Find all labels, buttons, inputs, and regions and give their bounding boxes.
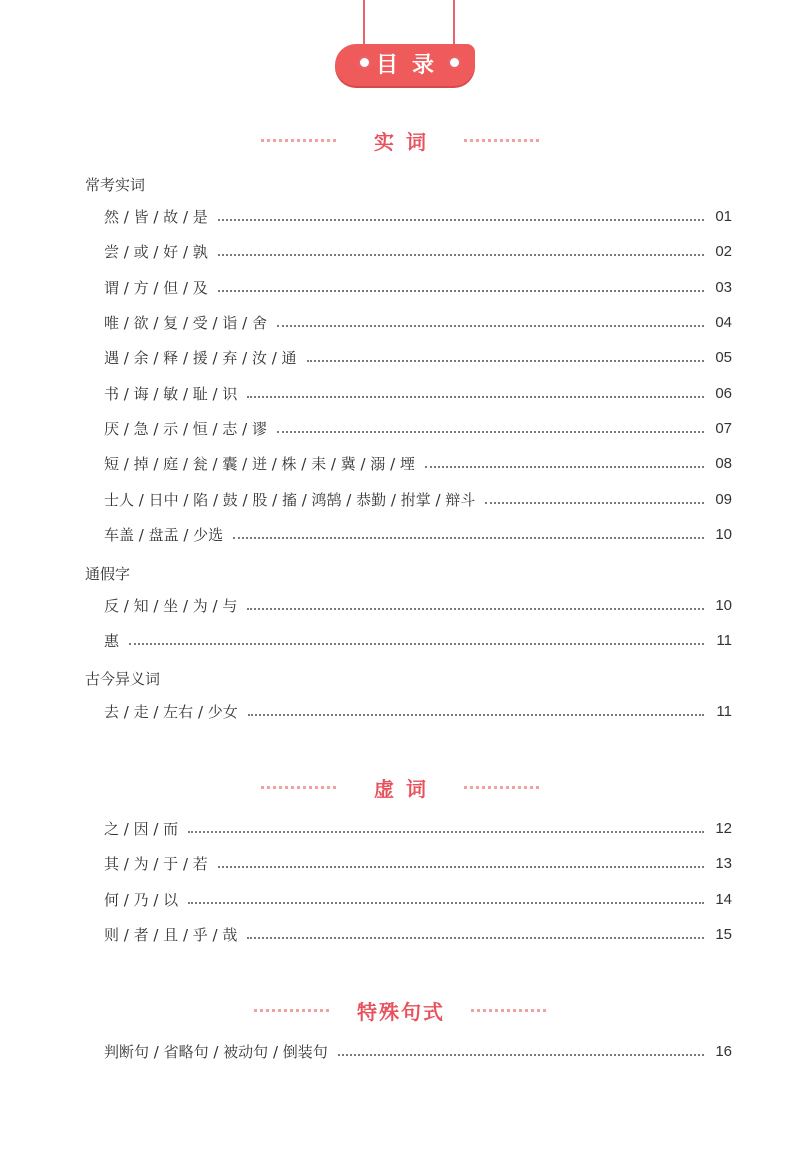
entry-text: 反 / 知 / 坐 / 为 / 与 [104, 596, 238, 615]
dot-leader [247, 396, 704, 398]
toc-entry[interactable] [104, 523, 732, 545]
toc-entry[interactable] [104, 417, 732, 439]
dot-leader [218, 290, 704, 292]
entry-text: 何 / 乃 / 以 [104, 890, 179, 909]
section-header-teshujushi [0, 995, 800, 1025]
page-number: 09 [715, 490, 732, 508]
page-number: 10 [715, 596, 732, 614]
dot-leader [425, 466, 704, 468]
toc-title-banner [335, 44, 475, 86]
dot-leader [233, 537, 704, 539]
section-header-xuci [0, 772, 800, 802]
entry-text: 惠 [104, 631, 120, 650]
page-title: 目录 [375, 53, 448, 78]
dot-leader [248, 714, 704, 716]
dot-leader [188, 831, 704, 833]
page-number: 15 [715, 925, 732, 943]
toc-entry[interactable] [104, 346, 732, 368]
section-title: 特殊句式 [357, 999, 445, 1024]
section-title: 实词 [374, 129, 438, 154]
dot-leader [338, 1054, 704, 1056]
page-number: 13 [715, 854, 732, 872]
dotted-decoration-right [464, 786, 539, 789]
entry-text: 之 / 因 / 而 [104, 819, 179, 838]
dot-leader [129, 643, 704, 645]
toc-entry[interactable] [104, 452, 732, 474]
entry-text: 遇 / 余 / 释 / 援 / 弃 / 汝 / 通 [104, 348, 297, 367]
dotted-decoration-right [471, 1009, 546, 1012]
dot-leader [188, 902, 704, 904]
dot-leader [218, 866, 704, 868]
page-number: 06 [715, 384, 732, 402]
section-header-shici [0, 125, 800, 155]
toc-entry[interactable] [104, 700, 732, 722]
toc-entry[interactable] [104, 205, 732, 227]
toc-entry[interactable] [104, 629, 732, 651]
entry-text: 其 / 为 / 于 / 若 [104, 854, 208, 873]
entry-text: 然 / 皆 / 故 / 是 [104, 207, 208, 226]
entry-text: 谓 / 方 / 但 / 及 [104, 278, 208, 297]
page-number: 07 [715, 419, 732, 437]
entry-text: 唯 / 欲 / 复 / 受 / 诣 / 舍 [104, 313, 267, 332]
dot-leader [218, 219, 704, 221]
toc-entry[interactable] [104, 888, 732, 910]
toc-entry[interactable] [104, 594, 732, 616]
page-number: 03 [715, 278, 732, 296]
section-title: 虚词 [374, 776, 438, 801]
dot-leader [247, 608, 704, 610]
page-number: 16 [715, 1042, 732, 1060]
page-number: 11 [716, 702, 732, 720]
entry-text: 士人 / 日中 / 陷 / 鼓 / 股 / 搐 / 鸿鹄 / 恭勤 / 拊掌 / 辩斗 [104, 490, 476, 509]
toc-entry[interactable] [104, 817, 732, 839]
category-title: 常考实词 [85, 176, 146, 194]
page-number: 05 [715, 348, 732, 366]
dot-leader [277, 325, 704, 327]
toc-entry[interactable] [104, 923, 732, 945]
dotted-decoration-left [261, 139, 336, 142]
entry-text: 厌 / 急 / 示 / 恒 / 志 / 谬 [104, 419, 267, 438]
page-number: 02 [715, 242, 732, 260]
dot-leader [218, 254, 704, 256]
entry-text: 判断句 / 省略句 / 被动句 / 倒装句 [104, 1042, 328, 1061]
category-title: 通假字 [85, 565, 131, 583]
page-number: 10 [715, 525, 732, 543]
entry-text: 尝 / 或 / 好 / 孰 [104, 242, 208, 261]
page-number: 04 [715, 313, 732, 331]
toc-entry[interactable] [104, 488, 732, 510]
toc-entry[interactable] [104, 240, 732, 262]
entry-text: 去 / 走 / 左右 / 少女 [104, 702, 238, 721]
dotted-decoration-left [261, 786, 336, 789]
entry-text: 书 / 诲 / 敏 / 耻 / 识 [104, 384, 238, 403]
dot-leader [485, 502, 704, 504]
entry-text: 短 / 掉 / 庭 / 瓮 / 囊 / 迸 / 株 / 耒 / 冀 / 溺 / 堙 [104, 454, 415, 473]
dot-leader [247, 937, 704, 939]
toc-entry[interactable] [104, 852, 732, 874]
dotted-decoration-left [254, 1009, 329, 1012]
entry-text: 则 / 者 / 且 / 乎 / 哉 [104, 925, 238, 944]
toc-entry[interactable] [104, 276, 732, 298]
page-number: 08 [715, 454, 732, 472]
entry-text: 车盖 / 盘盂 / 少选 [104, 525, 224, 544]
page-number: 01 [715, 207, 732, 225]
page-number: 14 [715, 890, 732, 908]
dot-leader [307, 360, 704, 362]
category-title: 古今异义词 [85, 670, 161, 688]
dotted-decoration-right [464, 139, 539, 142]
page-number: 11 [716, 631, 732, 649]
toc-entry[interactable] [104, 311, 732, 333]
page-number: 12 [715, 819, 732, 837]
dot-leader [277, 431, 704, 433]
toc-entry[interactable] [104, 382, 732, 404]
toc-entry[interactable] [104, 1040, 732, 1062]
